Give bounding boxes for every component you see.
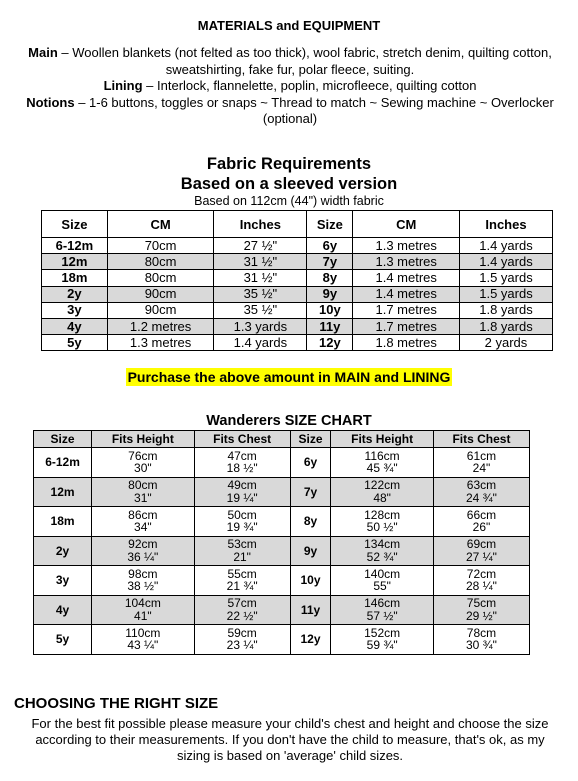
- metric-value: 75cm: [466, 596, 497, 611]
- imperial-value: 27 ¼": [465, 549, 497, 564]
- table-cell: 31 ½": [214, 270, 307, 286]
- fits-height-cell: [92, 625, 195, 655]
- metric-value: 134cm: [364, 537, 401, 552]
- notions-label: Notions: [26, 94, 75, 110]
- fits-chest-cell: [433, 507, 529, 537]
- column-header: CM: [353, 211, 460, 238]
- size-cell: 4y: [34, 595, 92, 625]
- size-cell: 7y: [290, 477, 331, 507]
- table-row: [42, 270, 553, 286]
- imperial-value: 50 ½": [366, 520, 398, 535]
- materials-notions: [20, 95, 560, 128]
- imperial-value: 31": [134, 490, 152, 505]
- metric-value: 63cm: [466, 478, 497, 493]
- metric-value: 69cm: [466, 537, 497, 552]
- table-cell: 1.3 metres: [107, 335, 214, 351]
- fits-chest-cell: [194, 536, 290, 566]
- size-chart-table: [33, 430, 530, 655]
- table-header-row: [42, 211, 553, 238]
- imperial-value: 55": [373, 579, 391, 594]
- size-cell: 12y: [290, 625, 331, 655]
- purchase-note-text: Purchase the above amount in MAIN and LINING: [127, 369, 451, 385]
- metric-value: 53cm: [227, 537, 257, 552]
- table-row: [42, 318, 553, 334]
- table-cell: 1.4 metres: [353, 270, 460, 286]
- imperial-value: 29 ½": [465, 608, 497, 623]
- fabric-title: [0, 154, 578, 194]
- metric-value: 122cm: [364, 478, 401, 493]
- table-cell: 31 ½": [214, 254, 307, 270]
- fits-height-cell: [92, 536, 195, 566]
- materials-lining: [20, 78, 560, 95]
- metric-value: 86cm: [128, 507, 158, 522]
- table-cell: 1.4 yards: [459, 254, 552, 270]
- table-cell: 1.4 yards: [459, 238, 552, 254]
- imperial-value: 19 ¼": [226, 490, 258, 505]
- lining-label: Lining: [103, 78, 143, 93]
- column-header: Fits Height: [92, 431, 195, 448]
- materials-main: [20, 45, 560, 78]
- metric-value: 128cm: [364, 507, 401, 522]
- metric-value: 104cm: [124, 596, 161, 611]
- imperial-value: 57 ½": [366, 608, 398, 623]
- imperial-value: 24 ¾": [465, 490, 497, 505]
- metric-value: 110cm: [125, 625, 161, 640]
- fits-chest-cell: [194, 507, 290, 537]
- table-cell: 80cm: [107, 254, 214, 270]
- fits-height-cell: [92, 448, 195, 478]
- fabric-title-line1: Fabric Requirements: [206, 155, 372, 173]
- table-cell: 1.3 yards: [214, 318, 307, 334]
- size-cell: 2y: [42, 286, 108, 302]
- fits-height-cell: [331, 625, 434, 655]
- metric-value: 61cm: [466, 448, 497, 463]
- main-text: – Woollen blankets (not felted as too thick), wool fabric, stretch denim, quilting cotton, sweatshirting, fake fur, polar fleece, suiting.: [57, 45, 552, 77]
- choosing-size-title: CHOOSING THE RIGHT SIZE: [14, 695, 219, 712]
- size-cell: 6y: [290, 448, 331, 478]
- imperial-value: 43 ¼": [127, 638, 159, 653]
- imperial-value: 38 ½": [127, 579, 159, 594]
- size-cell: 9y: [307, 286, 353, 302]
- column-header: Size: [42, 211, 108, 238]
- column-header: Inches: [459, 211, 552, 238]
- fits-height-cell: [92, 595, 195, 625]
- size-cell: 9y: [290, 536, 331, 566]
- fabric-title-line2: Based on a sleeved version: [180, 175, 398, 193]
- size-cell: 3y: [42, 302, 108, 318]
- metric-value: 146cm: [364, 596, 401, 611]
- table-cell: 1.5 yards: [459, 286, 552, 302]
- fits-height-cell: [92, 477, 195, 507]
- column-header: Size: [34, 431, 92, 448]
- choosing-size-text: For the best fit possible please measure your child's chest and height and choose the size according to their measurements. If you don't have the child to measure, that's ok, as my sizing is based on 'average' child sizes.: [31, 716, 549, 763]
- table-header-row: [34, 431, 530, 448]
- column-header: Size: [307, 211, 353, 238]
- imperial-value: 30 ¾": [465, 638, 497, 653]
- fits-chest-cell: [433, 448, 529, 478]
- size-cell: 6-12m: [34, 448, 92, 478]
- metric-value: 98cm: [128, 566, 158, 581]
- table-cell: 1.7 metres: [353, 302, 460, 318]
- size-cell: 18m: [42, 270, 108, 286]
- table-cell: 90cm: [107, 302, 214, 318]
- fits-chest-cell: [194, 595, 290, 625]
- table-cell: 1.7 metres: [353, 318, 460, 334]
- fits-height-cell: [331, 507, 434, 537]
- table-cell: 80cm: [107, 270, 214, 286]
- column-header: Fits Chest: [433, 431, 529, 448]
- imperial-value: 21 ¾": [226, 579, 258, 594]
- table-cell: 1.4 metres: [353, 286, 460, 302]
- metric-value: 47cm: [227, 448, 257, 463]
- size-cell: 6y: [307, 238, 353, 254]
- imperial-value: 48": [373, 490, 391, 505]
- metric-value: 57cm: [227, 596, 257, 611]
- imperial-value: 21": [233, 549, 251, 564]
- table-cell: 90cm: [107, 286, 214, 302]
- purchase-note: [0, 369, 578, 387]
- column-header: CM: [107, 211, 214, 238]
- fits-height-cell: [331, 595, 434, 625]
- size-cell: 4y: [42, 318, 108, 334]
- imperial-value: 36 ¼": [127, 549, 159, 564]
- fits-height-cell: [92, 566, 195, 596]
- table-cell: 1.3 metres: [353, 238, 460, 254]
- size-cell: 11y: [307, 318, 353, 334]
- imperial-value: 28 ¼": [465, 579, 497, 594]
- table-cell: 35 ½": [214, 302, 307, 318]
- fits-chest-cell: [194, 566, 290, 596]
- fabric-subtitle: Based on 112cm (44") width fabric: [194, 194, 384, 208]
- main-label: Main: [28, 45, 58, 60]
- metric-value: 59cm: [227, 625, 257, 640]
- table-cell: 1.4 yards: [214, 335, 307, 351]
- table-cell: 1.8 yards: [459, 302, 552, 318]
- table-row: [34, 595, 530, 625]
- imperial-value: 22 ½": [226, 608, 258, 623]
- imperial-value: 18 ½": [226, 461, 258, 476]
- materials-title: MATERIALS and EQUIPMENT: [197, 18, 381, 33]
- imperial-value: 41": [134, 608, 152, 623]
- imperial-value: 34": [134, 520, 152, 535]
- metric-value: 76cm: [128, 448, 158, 463]
- imperial-value: 30": [134, 461, 152, 476]
- metric-value: 55cm: [227, 566, 257, 581]
- size-cell: 6-12m: [42, 238, 108, 254]
- size-cell: 5y: [34, 625, 92, 655]
- lining-text: – Interlock, flannelette, poplin, microfleece, quilting cotton: [142, 78, 477, 93]
- size-cell: 12m: [34, 477, 92, 507]
- column-header: Size: [290, 431, 331, 448]
- imperial-value: 52 ¾": [366, 549, 398, 564]
- fits-chest-cell: [433, 595, 529, 625]
- imperial-value: 24": [472, 461, 491, 476]
- table-row: [42, 302, 553, 318]
- metric-value: 116cm: [364, 448, 400, 463]
- table-row: [34, 566, 530, 596]
- metric-value: 49cm: [227, 478, 257, 493]
- table-row: [34, 625, 530, 655]
- table-row: [42, 254, 553, 270]
- fits-chest-cell: [433, 477, 529, 507]
- size-cell: 7y: [307, 254, 353, 270]
- fits-chest-cell: [433, 536, 529, 566]
- table-cell: 35 ½": [214, 286, 307, 302]
- size-cell: 18m: [34, 507, 92, 537]
- size-cell: 5y: [42, 335, 108, 351]
- imperial-value: 59 ¾": [366, 638, 398, 653]
- fits-chest-cell: [433, 625, 529, 655]
- imperial-value: 26": [472, 520, 491, 535]
- table-cell: 70cm: [107, 238, 214, 254]
- size-cell: 10y: [290, 566, 331, 596]
- table-cell: 1.5 yards: [459, 270, 552, 286]
- table-row: [34, 477, 530, 507]
- metric-value: 72cm: [466, 566, 497, 581]
- fits-chest-cell: [194, 477, 290, 507]
- size-cell: 3y: [34, 566, 92, 596]
- imperial-value: 23 ¼": [226, 638, 258, 653]
- metric-value: 78cm: [466, 625, 497, 640]
- materials-list: [20, 45, 560, 128]
- column-header: Inches: [214, 211, 307, 238]
- fits-chest-cell: [194, 625, 290, 655]
- metric-value: 140cm: [364, 566, 401, 581]
- size-cell: 12y: [307, 335, 353, 351]
- table-row: [42, 238, 553, 254]
- size-cell: 8y: [290, 507, 331, 537]
- column-header: Fits Height: [331, 431, 434, 448]
- imperial-value: 19 ¾": [226, 520, 258, 535]
- table-cell: 2 yards: [459, 335, 552, 351]
- fabric-requirements-table: [41, 210, 553, 351]
- table-row: [34, 448, 530, 478]
- fits-height-cell: [331, 536, 434, 566]
- table-cell: 27 ½": [214, 238, 307, 254]
- fits-height-cell: [92, 507, 195, 537]
- metric-value: 80cm: [128, 478, 158, 493]
- table-row: [42, 286, 553, 302]
- table-cell: 1.2 metres: [107, 318, 214, 334]
- size-cell: 2y: [34, 536, 92, 566]
- metric-value: 152cm: [364, 625, 401, 640]
- size-cell: 11y: [290, 595, 331, 625]
- table-row: [34, 507, 530, 537]
- metric-value: 92cm: [128, 537, 158, 552]
- imperial-value: 45 ¾": [366, 461, 398, 476]
- table-row: [34, 536, 530, 566]
- notions-text: – 1-6 buttons, toggles or snaps ~ Thread to match ~ Sewing machine ~ Overlocker (optional): [74, 94, 554, 126]
- fits-height-cell: [331, 448, 434, 478]
- size-cell: 10y: [307, 302, 353, 318]
- metric-value: 66cm: [466, 507, 497, 522]
- table-cell: 1.3 metres: [353, 254, 460, 270]
- table-cell: 1.8 yards: [459, 318, 552, 334]
- fits-chest-cell: [194, 448, 290, 478]
- size-cell: 12m: [42, 254, 108, 270]
- fits-chest-cell: [433, 566, 529, 596]
- fits-height-cell: [331, 566, 434, 596]
- fits-height-cell: [331, 477, 434, 507]
- column-header: Fits Chest: [194, 431, 290, 448]
- size-chart-title: Wanderers SIZE CHART: [206, 413, 372, 429]
- table-row: [42, 335, 553, 351]
- table-cell: 1.8 metres: [353, 335, 460, 351]
- size-cell: 8y: [307, 270, 353, 286]
- metric-value: 50cm: [227, 507, 257, 522]
